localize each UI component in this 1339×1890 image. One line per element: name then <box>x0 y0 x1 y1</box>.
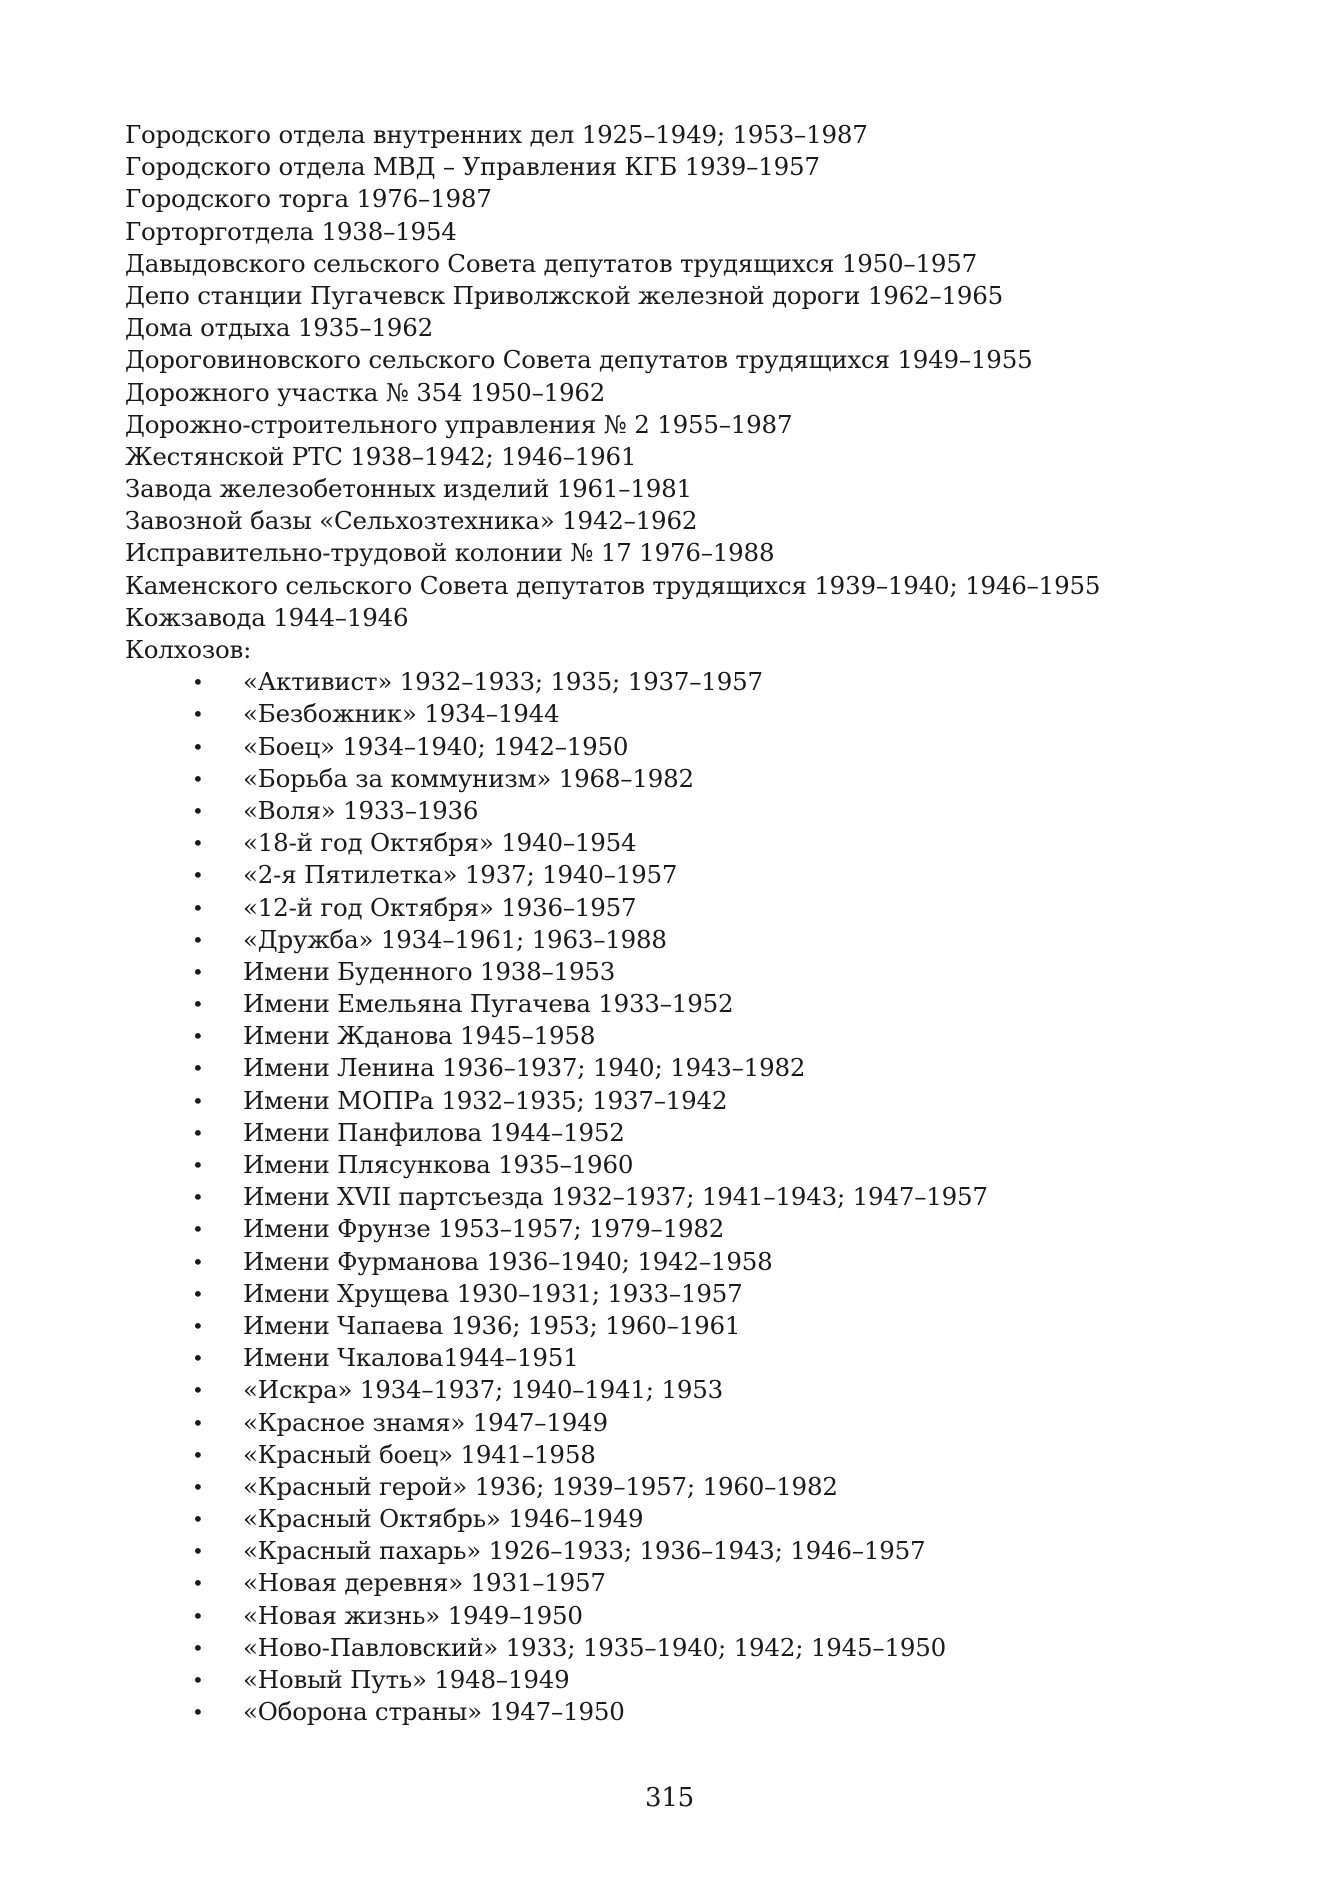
bullet-icon: • <box>192 1603 204 1628</box>
bullet-icon: • <box>192 1088 204 1113</box>
list-item: Городского торга 1976–1987 <box>125 184 492 214</box>
kolkhoz-label: Имени Хрущева 1930–1931; 1933–1957 <box>243 1278 743 1308</box>
list-item: Кожзавода 1944–1946 <box>125 602 409 632</box>
bullet-icon: • <box>192 927 204 952</box>
kolkhoz-label: Имени Ленина 1936–1937; 1940; 1943–1982 <box>243 1053 806 1083</box>
kolkhoz-item <box>125 892 1245 924</box>
kolkhoz-label: Имени Плясункова 1935–1960 <box>243 1150 634 1179</box>
list-item: Дороговиновского сельского Совета депутатов трудящихся 1949–1955 <box>125 345 1033 375</box>
kolkhoz-label: «18-й год Октября» 1940–1954 <box>243 828 637 858</box>
kolkhoz-item <box>125 1632 1245 1664</box>
kolkhoz-label: «Красный боец» 1941–1958 <box>243 1439 596 1469</box>
list-item: Жестянской РТС 1938–1942; 1946–1961 <box>125 441 637 471</box>
document-page <box>125 119 1245 1728</box>
entries-list <box>125 119 1245 666</box>
kolkhoz-label: «Красный герой» 1936; 1939–1957; 1960–1982 <box>243 1471 838 1501</box>
kolkhoz-item <box>125 1567 1245 1599</box>
kolkhoz-item <box>125 1310 1245 1342</box>
bullet-icon: • <box>192 1442 204 1467</box>
kolkhoz-item <box>125 763 1245 795</box>
kolkhoz-label: Имени Жданова 1945–1958 <box>243 1021 596 1051</box>
bullet-icon: • <box>192 798 204 823</box>
kolkhoz-item <box>125 924 1245 956</box>
bullet-icon: • <box>192 1185 204 1210</box>
kolkhoz-label: «Боец» 1934–1940; 1942–1950 <box>243 731 629 761</box>
list-item: Дорожного участка № 354 1950–1962 <box>125 377 606 407</box>
kolkhoz-item <box>125 1278 1245 1310</box>
kolkhoz-list <box>125 666 1245 1728</box>
list-item: Дома отдыха 1935–1962 <box>125 313 433 343</box>
bullet-icon: • <box>192 1378 204 1403</box>
kolkhoz-item <box>125 1020 1245 1052</box>
kolkhoz-item <box>125 795 1245 827</box>
kolkhoz-item <box>125 1439 1245 1471</box>
kolkhoz-item <box>125 1407 1245 1439</box>
kolkhoz-label: «Новая жизнь» 1949–1950 <box>243 1600 583 1630</box>
kolkhoz-item <box>125 1181 1245 1213</box>
kolkhoz-label: «Красный пахарь» 1926–1933; 1936–1943; 1946–1957 <box>243 1536 926 1566</box>
list-item: Завода железобетонных изделий 1961–1981 <box>125 474 692 504</box>
list-item: Горторготдела 1938–1954 <box>125 216 457 246</box>
kolkhoz-label: Имени Чапаева 1936; 1953; 1960–1961 <box>243 1310 741 1340</box>
kolkhoz-label: Имени Буденного 1938–1953 <box>243 956 616 986</box>
kolkhoz-item <box>125 1149 1245 1181</box>
kolkhoz-label: «Новый Путь» 1948–1949 <box>243 1665 570 1694</box>
bullet-icon: • <box>192 702 204 727</box>
bullet-icon: • <box>192 1217 204 1242</box>
page-number: 315 <box>644 1783 695 1813</box>
bullet-icon: • <box>192 1507 204 1532</box>
kolkhoz-label: «Ново-Павловский» 1933; 1935–1940; 1942; 1945–1950 <box>243 1632 947 1662</box>
bullet-icon: • <box>192 1024 204 1049</box>
kolkhoz-item <box>125 1117 1245 1149</box>
kolkhoz-label: «Новая деревня» 1931–1957 <box>243 1568 606 1598</box>
kolkhoz-label: «Дружба» 1934–1961; 1963–1988 <box>243 924 667 954</box>
kolkhoz-label: «12-й год Октября» 1936–1957 <box>243 892 637 922</box>
kolkhoz-label: Имени Чкалова1944–1951 <box>243 1343 579 1373</box>
bullet-icon: • <box>192 1346 204 1371</box>
kolkhoz-label: Имени Емельяна Пугачева 1933–1952 <box>243 989 734 1019</box>
bullet-icon: • <box>192 1410 204 1435</box>
bullet-icon: • <box>192 1153 204 1177</box>
kolkhoz-label: Имени Фурманова 1936–1940; 1942–1958 <box>243 1246 773 1276</box>
bullet-icon: • <box>192 1474 204 1499</box>
bullet-icon: • <box>192 1313 204 1338</box>
bullet-icon: • <box>192 992 204 1017</box>
list-item: Исправительно-трудовой колонии № 17 1976–1988 <box>125 538 775 568</box>
kolkhoz-item <box>125 1503 1245 1535</box>
bullet-icon: • <box>192 670 204 695</box>
kolkhoz-item <box>125 1085 1245 1117</box>
kolkhoz-item <box>125 1052 1245 1084</box>
bullet-icon: • <box>192 1281 204 1306</box>
kolkhoz-label: Имени Панфилова 1944–1952 <box>243 1117 625 1147</box>
list-item: Городского отдела МВД – Управления КГБ 1939–1957 <box>125 152 820 182</box>
kolkhoz-label: «Красное знамя» 1947–1949 <box>243 1407 608 1437</box>
list-item: Давыдовского сельского Совета депутатов трудящихся 1950–1957 <box>125 248 978 278</box>
kolkhoz-label: Имени Фрунзе 1953–1957; 1979–1982 <box>243 1214 725 1244</box>
bullet-icon: • <box>192 959 204 984</box>
bullet-icon: • <box>192 1635 204 1660</box>
kolkhoz-item <box>125 859 1245 891</box>
list-item: Каменского сельского Совета депутатов трудящихся 1939–1940; 1946–1955 <box>125 570 1101 600</box>
bullet-icon: • <box>192 1700 204 1725</box>
kolkhoz-item <box>125 698 1245 730</box>
list-item: Депо станции Пугачевск Приволжской железной дороги 1962–1965 <box>125 280 1003 310</box>
kolkhoz-item <box>125 666 1245 698</box>
list-item: Дорожно-строительного управления № 2 1955–1987 <box>125 409 793 439</box>
bullet-icon: • <box>192 1571 204 1596</box>
kolkhoz-item <box>125 731 1245 763</box>
kolkhoz-item <box>125 1342 1245 1374</box>
kolkhoz-item <box>125 1600 1245 1632</box>
kolkhoz-label: «Активист» 1932–1933; 1935; 1937–1957 <box>243 667 763 697</box>
kolkhoz-label: «Борьба за коммунизм» 1968–1982 <box>243 763 694 793</box>
kolkhoz-item <box>125 1664 1245 1696</box>
kolkhoz-label: «Оборона страны» 1947–1950 <box>243 1697 625 1727</box>
bullet-icon: • <box>192 1539 204 1564</box>
kolkhoz-label: «Безбожник» 1934–1944 <box>243 699 560 729</box>
kolkhoz-item <box>125 1471 1245 1503</box>
bullet-icon: • <box>192 895 204 920</box>
bullet-icon: • <box>192 1668 204 1692</box>
kolkhoz-label: Имени XVII партсъезда 1932–1937; 1941–1943; 1947–1957 <box>243 1182 988 1212</box>
bullet-icon: • <box>192 734 204 759</box>
kolkhoz-item <box>125 956 1245 988</box>
section-heading-kolkhozes: Колхозов: <box>125 635 252 664</box>
list-item: Городского отдела внутренних дел 1925–1949; 1953–1987 <box>125 120 868 149</box>
kolkhoz-label: «Красный Октябрь» 1946–1949 <box>243 1504 644 1534</box>
bullet-icon: • <box>192 1249 204 1274</box>
bullet-icon: • <box>192 1056 204 1081</box>
list-item: Завозной базы «Сельхозтехника» 1942–1962 <box>125 506 698 536</box>
kolkhoz-item <box>125 1213 1245 1245</box>
bullet-icon: • <box>192 1120 204 1145</box>
kolkhoz-item <box>125 827 1245 859</box>
kolkhoz-label: «Искра» 1934–1937; 1940–1941; 1953 <box>243 1375 723 1405</box>
kolkhoz-item <box>125 988 1245 1020</box>
kolkhoz-item <box>125 1696 1245 1728</box>
kolkhoz-label: Имени МОПРа 1932–1935; 1937–1942 <box>243 1085 728 1115</box>
kolkhoz-item <box>125 1246 1245 1278</box>
bullet-icon: • <box>192 863 204 888</box>
bullet-icon: • <box>192 766 204 791</box>
kolkhoz-label: «Воля» 1933–1936 <box>243 795 479 825</box>
kolkhoz-item <box>125 1374 1245 1406</box>
kolkhoz-item <box>125 1535 1245 1567</box>
kolkhoz-label: «2-я Пятилетка» 1937; 1940–1957 <box>243 860 678 890</box>
bullet-icon: • <box>192 831 204 856</box>
